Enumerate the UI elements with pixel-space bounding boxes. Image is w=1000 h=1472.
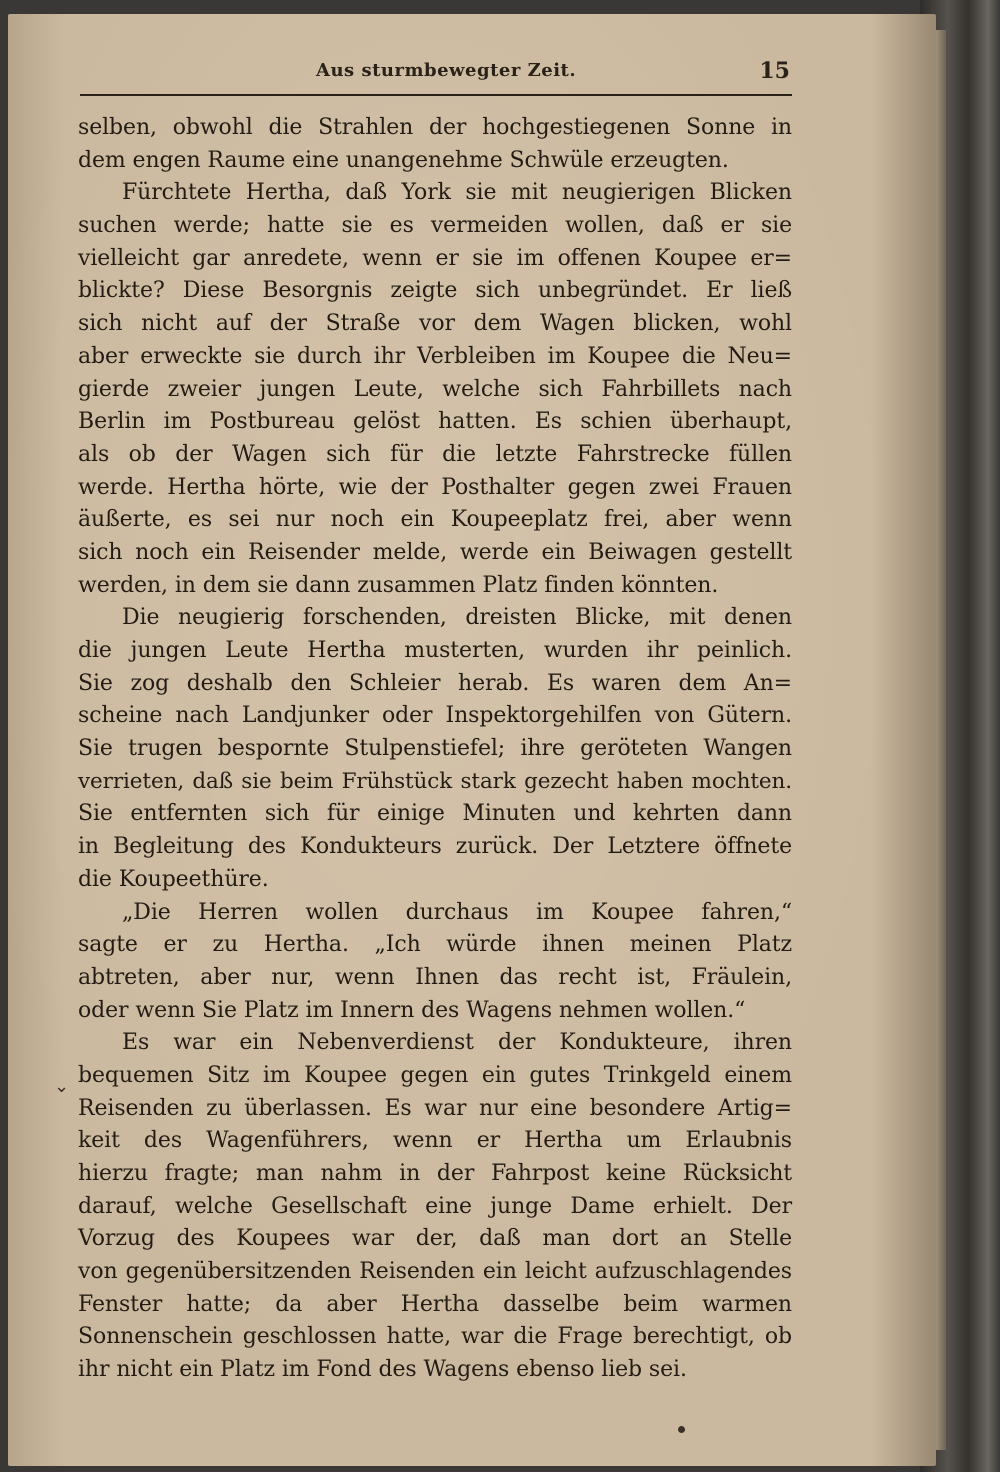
text-line: die jungen Leute Hertha musterten, wurden ihr peinlich. [78, 638, 792, 663]
text-line: Fenster hatte; da aber Hertha dasselbe beim warmen [78, 1291, 792, 1317]
text-line: dem engen Raume eine unangenehme Schwüle erzeugten. [78, 147, 729, 173]
text-line: aber erweckte sie durch ihr Verbleiben im Koupee die Neu= [78, 343, 792, 369]
text-line: bequemen Sitz im Koupee gegen ein gutes Trinkgeld einem [78, 1062, 792, 1088]
text-line: äußerte, es sei nur noch ein Koupeeplatz frei, aber wenn [78, 507, 792, 533]
text-line: Vorzug des Koupees war der, daß man dort an Stelle [78, 1226, 792, 1252]
text-line: sich nicht auf der Straße vor dem Wagen blicken, wohl [78, 311, 792, 337]
text-line: werde. Hertha hörte, wie der Posthalter gegen zwei Frauen [78, 474, 792, 500]
text-line: gierde zweier jungen Leute, welche sich Fahrbillets nach [78, 376, 792, 402]
text-line: „Die Herren wollen durchaus im Koupee fahren,“ [122, 899, 792, 925]
text-line: selben, obwohl die Strahlen der hochgestiegenen Sonne in [78, 115, 792, 140]
text-line: Es war ein Nebenverdienst der Kondukteure, ihren [122, 1030, 792, 1056]
text-line: Sie entfernten sich für einige Minuten und kehrten dann [78, 801, 792, 827]
text-line: als ob der Wagen sich für die letzte Fahrstrecke füllen [78, 441, 792, 467]
text-line: werden, in dem sie dann zusammen Platz finden könnten. [78, 572, 719, 598]
ink-dot [678, 1426, 685, 1433]
text-line: keit des Wagenführers, wenn er Hertha um Erlaubnis [78, 1128, 792, 1154]
text-line: oder wenn Sie Platz im Innern des Wagens nehmen wollen.“ [78, 997, 746, 1023]
text-line: blickte? Diese Besorgnis zeigte sich unbegründet. Er ließ [78, 278, 792, 304]
text-line: Fürchtete Hertha, daß York sie mit neugierigen Blicken [122, 180, 792, 206]
page-number: 15 [759, 58, 790, 84]
body-text [78, 112, 792, 1387]
running-title: Aus sturmbewegter Zeit. [316, 60, 577, 81]
text-line: in Begleitung des Kondukteurs zurück. Der Letztere öffnete [78, 834, 792, 860]
text-line: verrieten, daß sie beim Frühstück stark gezecht haben mochten. [78, 768, 792, 794]
text-line: vielleicht gar anredete, wenn er sie im offenen Koupee er= [78, 245, 792, 271]
text-line: die Koupeethüre. [78, 866, 269, 892]
page-header [80, 58, 792, 96]
text-line: hierzu fragte; man nahm in der Fahrpost keine Rücksicht [78, 1161, 792, 1186]
text-line: darauf, welche Gesellschaft eine junge Dame erhielt. Der [78, 1193, 792, 1219]
text-line: von gegenübersitzenden Reisenden ein leicht aufzuschlagendes [78, 1259, 792, 1285]
text-line: ihr nicht ein Platz im Fond des Wagens ebenso lieb sei. [78, 1357, 687, 1383]
text-line: scheine nach Landjunker oder Inspektorgehilfen von Gütern. [78, 703, 792, 729]
text-line: sich noch ein Reisender melde, werde ein Beiwagen gestellt [78, 539, 792, 565]
text-line: abtreten, aber nur, wenn Ihnen das recht ist, Fräulein, [78, 964, 792, 990]
text-line: Reisenden zu überlassen. Es war nur eine besondere Artig= [78, 1095, 792, 1121]
text-line: sagte er zu Hertha. „Ich würde ihnen meinen Platz [78, 932, 792, 958]
text-line: suchen werde; hatte sie es vermeiden wollen, daß er sie [78, 213, 792, 239]
text-line: Die neugierig forschenden, dreisten Blicke, mit denen [122, 605, 792, 631]
margin-pencil-mark: ⌄ [54, 1076, 70, 1097]
text-line: Sonnenschein geschlossen hatte, war die Frage berechtigt, ob [78, 1324, 792, 1350]
text-line: Sie trugen bespornte Stulpenstiefel; ihre geröteten Wangen [78, 736, 792, 762]
text-line: Berlin im Postbureau gelöst hatten. Es schien überhaupt, [78, 409, 792, 435]
page-edge [936, 30, 946, 1450]
text-line: Sie zog deshalb den Schleier herab. Es waren dem An= [78, 670, 792, 696]
